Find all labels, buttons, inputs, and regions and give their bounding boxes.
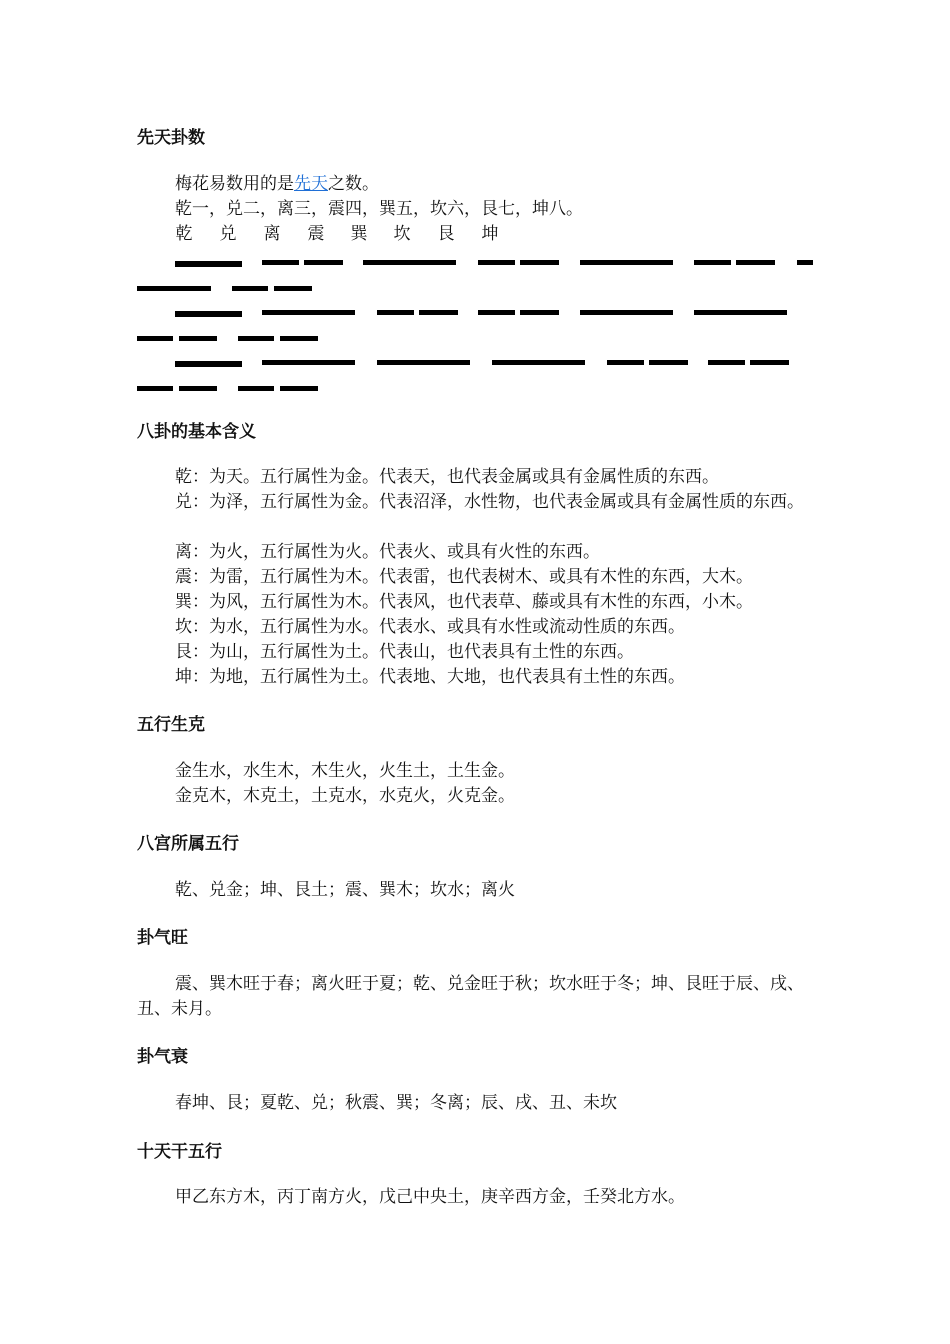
meaning-dui: 兑：为泽，五行属性为金。代表沼泽，水性物，也代表金属或具有金属性质的东西。: [175, 492, 804, 512]
section-title-tiangan: 十天干五行: [137, 1142, 222, 1162]
yin-line-left: [137, 336, 173, 341]
yang-line: [262, 310, 355, 315]
yin-line-right: [179, 336, 217, 341]
section-title-bagong: 八宫所属五行: [137, 834, 239, 854]
yin-line-left: [797, 260, 813, 265]
meaning-gen: 艮：为山，五行属性为土。代表山，也代表具有土性的东西。: [175, 642, 634, 662]
intro-prefix: 梅花易数用的是: [175, 174, 294, 194]
yin-line-right: [419, 310, 458, 315]
yang-line: [580, 310, 673, 315]
yin-line-right: [750, 360, 789, 365]
tiangan-text: 甲乙东方木，丙丁南方火，戊己中央土，庚辛西方金，壬癸北方水。: [175, 1187, 685, 1207]
trigram-name: 艮: [437, 224, 455, 244]
section-title-guaqi-wang: 卦气旺: [137, 928, 188, 948]
yin-line-left: [137, 386, 173, 391]
yang-line: [175, 361, 242, 367]
meaning-xun: 巽：为风，五行属性为木。代表风，也代表草、藤或具有木性的东西，小木。: [175, 592, 753, 612]
guaqi-shuai-text: 春坤、艮；夏乾、兑；秋震、巽；冬离；辰、戌、丑、未坎: [175, 1093, 617, 1113]
section-title-wuxing: 五行生克: [137, 715, 205, 735]
yin-line-left: [238, 336, 274, 341]
trigram-name: 巽: [350, 224, 368, 244]
bagong-text: 乾、兑金；坤、艮土；震、巽木；坎水；离火: [175, 880, 515, 900]
yin-line-right: [179, 386, 217, 391]
yin-line-left: [478, 310, 515, 315]
wuxing-sheng: 金生水，水生木，木生火，火生土，土生金。: [175, 761, 515, 781]
section-title-meanings: 八卦的基本含义: [137, 422, 256, 442]
section-title-guaqi-shuai: 卦气衰: [137, 1047, 188, 1067]
meaning-kan: 坎：为水，五行属性为水。代表水、或具有水性或流动性质的东西。: [175, 617, 685, 637]
yin-line-right: [520, 260, 559, 265]
yin-line-left: [708, 360, 745, 365]
yin-line-left: [232, 286, 268, 291]
yin-line-left: [377, 310, 414, 315]
trigram-name: 兑: [219, 224, 237, 244]
yang-line: [262, 360, 355, 365]
meaning-kun: 坤：为地，五行属性为土。代表地、大地，也代表具有土性的东西。: [175, 667, 685, 687]
trigram-name: 乾: [175, 224, 193, 244]
xiantian-link[interactable]: 先天: [294, 174, 328, 194]
intro-suffix: 之数。: [328, 174, 379, 194]
wuxing-ke: 金克木，木克土，土克水，水克火，火克金。: [175, 786, 515, 806]
guaqi-wang-text: 震、巽木旺于春；离火旺于夏；乾、兑金旺于秋；坎水旺于冬；坤、艮旺于辰、戌、丑、未月。: [137, 974, 804, 1019]
trigram-name: 坎: [393, 224, 411, 244]
trigram-name: 震: [307, 224, 325, 244]
meaning-qian: 乾：为天。五行属性为金。代表天，也代表金属或具有金属性质的东西。: [175, 467, 719, 487]
trigram-name: 离: [263, 224, 281, 244]
trigram-name: 坤: [481, 224, 499, 244]
yin-line-right: [280, 386, 318, 391]
yin-line-right: [520, 310, 559, 315]
yin-line-right: [280, 336, 318, 341]
yang-line: [377, 360, 470, 365]
yin-line-left: [694, 260, 731, 265]
yang-line: [580, 260, 673, 265]
yin-line-left: [478, 260, 515, 265]
meaning-li: 离：为火，五行属性为火。代表火、或具有火性的东西。: [175, 542, 600, 562]
yin-line-right: [736, 260, 775, 265]
yin-line-right: [274, 286, 312, 291]
yang-line: [363, 260, 456, 265]
intro-paragraph: [137, 172, 827, 197]
yang-line: [137, 286, 211, 291]
yin-line-right: [304, 260, 343, 265]
trigram-numbers: 乾一，兑二，离三，震四，巽五，坎六，艮七，坤八。: [175, 199, 583, 219]
yin-line-left: [262, 260, 299, 265]
trigram-names-row: [0, 222, 950, 247]
yang-line: [492, 360, 585, 365]
yang-line: [175, 311, 242, 317]
yin-line-right: [649, 360, 688, 365]
yang-line: [175, 261, 242, 267]
yin-line-left: [238, 386, 274, 391]
meaning-zhen: 震：为雷，五行属性为木。代表雷，也代表树木、或具有木性的东西，大木。: [175, 567, 753, 587]
section-title-xiantian: 先天卦数: [137, 128, 205, 148]
yin-line-left: [607, 360, 644, 365]
yang-line: [694, 310, 787, 315]
